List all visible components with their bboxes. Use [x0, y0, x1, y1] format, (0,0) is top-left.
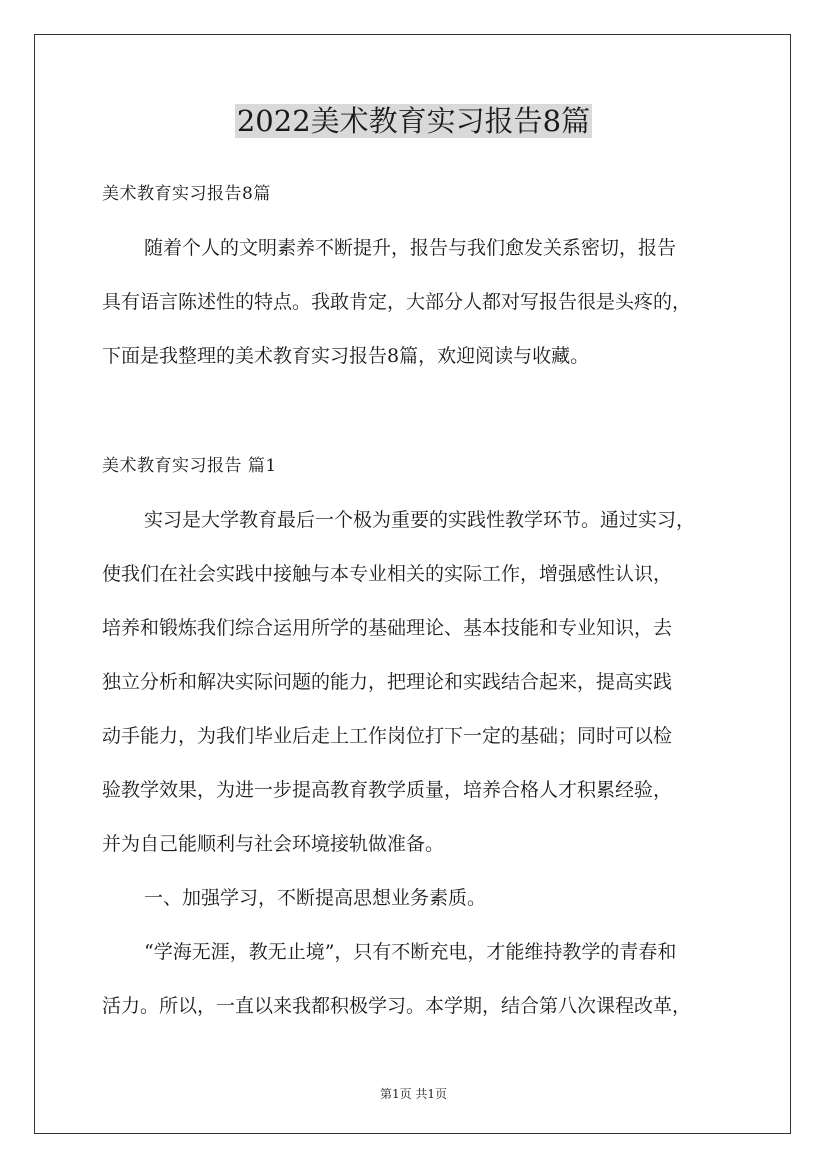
section1-line-1: 实习是大学教育最后一个极为重要的实践性教学环节。通过实习， — [144, 509, 696, 531]
section1-line-6: 验教学效果，为进一步提高教育教学质量，培养合格人才积累经验， — [102, 779, 673, 801]
section1-line-5: 动手能力，为我们毕业后走上工作岗位打下一定的基础；同时可以检 — [102, 725, 673, 747]
intro-line-3: 下面是我整理的美术教育实习报告8篇，欢迎阅读与收藏。 — [102, 345, 590, 367]
point-heading: 一、加强学习，不断提高思想业务素质。 — [144, 887, 487, 909]
section1-line-4: 独立分析和解决实际问题的能力，把理论和实践结合起来，提高实践 — [102, 671, 673, 693]
point1-line-2: 活力。所以，一直以来我都积极学习。本学期，结合第八次课程改革， — [102, 995, 692, 1017]
point1-line-1: “学海无涯，教无止境”，只有不断充电，才能维持教学的青春和 — [144, 941, 677, 963]
intro-line-2: 具有语言陈述性的特点。我敢肯定，大部分人都对写报告很是头疼的， — [102, 291, 692, 313]
section1-line-2: 使我们在社会实践中接触与本专业相关的实际工作，增强感性认识， — [102, 563, 673, 585]
intro-line-1: 随着个人的文明素养不断提升，报告与我们愈发关系密切，报告 — [144, 237, 677, 259]
page-footer: 第1页 共1页 — [379, 1087, 448, 1101]
section1-line-3: 培养和锻炼我们综合运用所学的基础理论、基本技能和专业知识，去 — [102, 617, 673, 639]
section-heading: 美术教育实习报告 篇1 — [102, 456, 277, 476]
document-title: 2022美术教育实习报告8篇 — [236, 104, 591, 138]
document-subtitle: 美术教育实习报告8篇 — [102, 184, 271, 204]
section1-line-7: 并为自己能顺利与社会环境接轨做准备。 — [102, 833, 445, 855]
